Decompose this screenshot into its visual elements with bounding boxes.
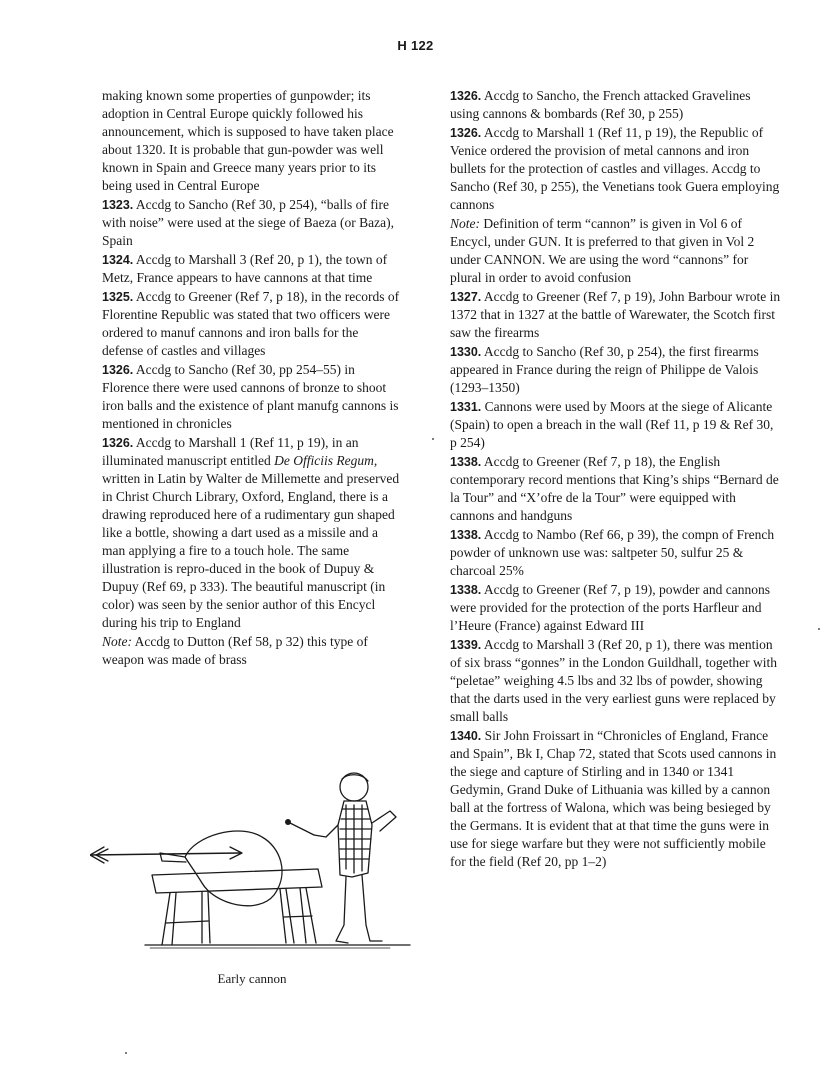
entry-text: Sir John Froissart in “Chronicles of England, France and Spain”, Bk I, Chap 72, stated that Scots used cannons in the siege and capture of Stirling and in 1340 or 1341 Gedymin, Grand Duke of Lithuania was killed by a cannon ball at the fortress of Walona, which was being besieged by the Germans. It is evident that at that time the guns were in use for siege warfare but they were not sufficiently mobile for the field (Ref 20, pp 1–2) xyxy=(450,728,777,869)
speck-mark xyxy=(432,438,434,440)
entry-year: 1327. xyxy=(450,290,482,304)
entry-year: 1324. xyxy=(102,253,134,267)
figure-caption: Early cannon xyxy=(217,971,287,986)
note-label: Note: xyxy=(450,216,480,231)
entry-1338-harfleur xyxy=(450,581,782,635)
note-brass xyxy=(102,633,402,669)
entry-1327 xyxy=(450,288,782,342)
entry-year: 1325. xyxy=(102,290,134,304)
entry-text: Accdg to Sancho, the French attacked Gravelines using cannons & bombards (Ref 30, p 255) xyxy=(450,88,751,121)
entry-year: 1338. xyxy=(450,528,482,542)
entry-year: 1331. xyxy=(450,400,482,414)
manuscript-title: De Officiis Regum, xyxy=(274,453,378,468)
note-text: Definition of term “cannon” is given in Vol 6 of Encycl, under GUN. It is preferred to that given in Vol 2 under CANNON. We are using the word “cannons” for plural in order to avoid confusion xyxy=(450,216,755,285)
entry-text: Accdg to Greener (Ref 7, p 19), powder and cannons were provided for the protection of the ports Harfleur and l’Heure (France) against Edward III xyxy=(450,582,770,633)
entry-text: Accdg to Marshall 3 (Ref 20, p 1), the town of Metz, France appears to have cannons at that time xyxy=(102,252,388,285)
entry-year: 1340. xyxy=(450,729,482,743)
entry-1330 xyxy=(450,343,782,397)
note-cannon-definition xyxy=(450,215,782,287)
entry-1331 xyxy=(450,398,782,452)
speck-mark xyxy=(125,1052,127,1054)
right-column xyxy=(450,87,782,872)
note-text: Accdg to Dutton (Ref 58, p 32) this type of weapon was made of brass xyxy=(102,634,368,667)
entry-year: 1326. xyxy=(450,89,482,103)
entry-1338-powder xyxy=(450,526,782,580)
entry-gunpowder-intro xyxy=(102,87,402,195)
entry-text: Cannons were used by Moors at the siege of Alicante (Spain) to open a breach in the wall (Ref 11, p 19 & Ref 30, p 254) xyxy=(450,399,774,450)
entry-text: Accdg to Sancho (Ref 30, p 254), “balls of fire with noise” were used at the siege of Baeza (or Baza), Spain xyxy=(102,197,394,248)
entry-1323 xyxy=(102,196,402,250)
entry-year: 1323. xyxy=(102,198,134,212)
entry-text: Accdg to Greener (Ref 7, p 18), in the records of Florentine Republic was stated that two officers were ordered to manuf cannons and iron balls for the defense of castles and villages xyxy=(102,289,400,358)
entry-1326-florence xyxy=(102,361,402,433)
entry-text: Accdg to Greener (Ref 7, p 18), the English contemporary record mentions that King’s ships “Bernard de la Tour” and “X’ofre de la Tour” were equipped with cannons and handguns xyxy=(450,454,779,523)
entry-text: Accdg to Marshall 3 (Ref 20, p 1), there was mention of six brass “gonnes” in the London Guildhall, together with “peletae” weighing 4.5 lbs and 32 lbs of powder, showing that the darts used in the very earliest guns were replaced by small balls xyxy=(450,637,777,724)
entry-1324 xyxy=(102,251,402,287)
entry-year: 1330. xyxy=(450,345,482,359)
entry-text: Accdg to Nambo (Ref 66, p 39), the compn of French powder of unknown use was: saltpeter 50, sulfur 25 & charcoal 25% xyxy=(450,527,775,578)
entry-year: 1338. xyxy=(450,583,482,597)
entry-text: Accdg to Marshall 1 (Ref 11, p 19), in an illuminated manuscript entitled xyxy=(102,435,359,468)
entry-year: 1339. xyxy=(450,638,482,652)
entry-year: 1326. xyxy=(102,436,134,450)
entry-1325 xyxy=(102,288,402,360)
entry-1326-manuscript xyxy=(102,434,402,632)
entry-text: making known some properties of gunpowder; its adoption in Central Europe quickly followed his announcement, which is supposed to have taken place about 1320. It is probable that gun-powder was well known in Spain and Greece many years prior to its being used in Central Europe xyxy=(102,88,394,193)
entry-text: Accdg to Marshall 1 (Ref 11, p 19), the Republic of Venice ordered the provision of metal cannons and iron bullets for the protection of castles and villages. Accdg to Sancho (Ref 30, p 255), the Venetians took Guera employing cannons xyxy=(450,125,780,212)
entry-text: Accdg to Sancho (Ref 30, pp 254–55) in Florence there were used cannons of bronze to shoot iron balls and the existence of plant manufg cannons is mentioned in chronicles xyxy=(102,362,399,431)
entry-year: 1326. xyxy=(450,126,482,140)
left-column xyxy=(102,87,402,670)
entry-1326-venice xyxy=(450,124,782,214)
entry-text: Accdg to Sancho (Ref 30, p 254), the first firearms appeared in France during the reign of Philippe de Valois (1293–1350) xyxy=(450,344,759,395)
entry-1326-gravelines xyxy=(450,87,782,123)
entry-1340 xyxy=(450,727,782,871)
entry-1338-ships xyxy=(450,453,782,525)
entry-text: Accdg to Greener (Ref 7, p 19), John Barbour wrote in 1372 that in 1327 at the battle of Warewater, the Scotch first saw the firearms xyxy=(450,289,781,340)
page-number: H 122 xyxy=(397,38,434,53)
entry-year: 1326. xyxy=(102,363,134,377)
entry-year: 1338. xyxy=(450,455,482,469)
early-cannon-illustration xyxy=(90,765,420,965)
note-label: Note: xyxy=(102,634,132,649)
speck-mark xyxy=(818,628,820,630)
entry-text-continued: written in Latin by Walter de Millemette and preserved in Christ Church Library, Oxford, England, there is a drawing reproduced here of a rudimentary gun shaped like a bottle, showing a dart used as a missile and a man applying a fire to a touch hole. The same illustration is repro-duced in the book of Dupuy & Dupuy (Ref 69, p 333). The beautiful manuscript (in color) was seen by the senior author of this Encycl during his trip to England xyxy=(102,471,400,630)
entry-1339 xyxy=(450,636,782,726)
